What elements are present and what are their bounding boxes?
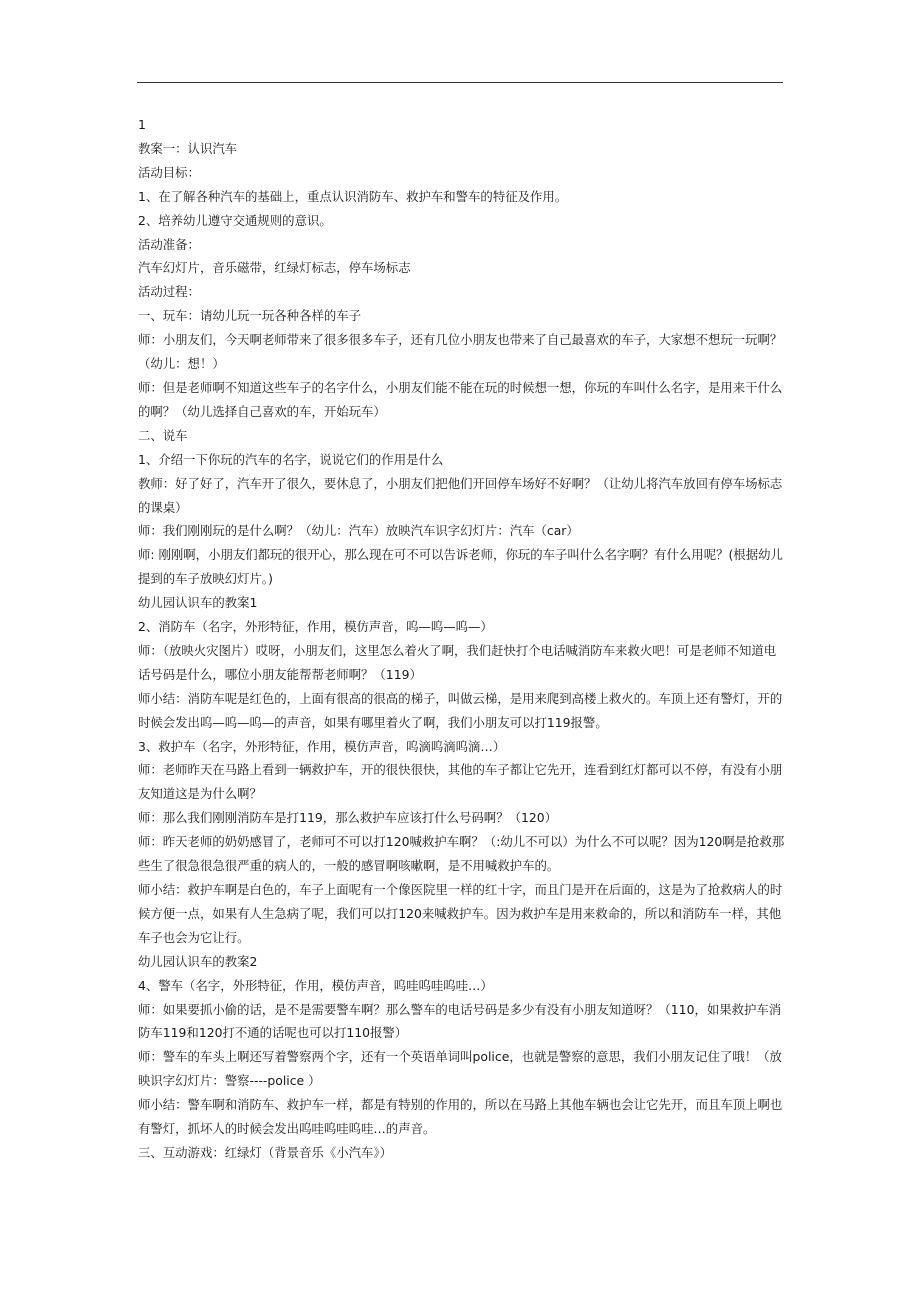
paragraph: 师小结：警车啊和消防车、救护车一样，都是有特别的作用的，所以在马路上其他车辆也会让它先开，而且车顶上啊也有警灯，抓坏人的时候会发出呜哇呜哇呜哇…的声音。 bbox=[138, 1097, 783, 1137]
paragraph: 教师：好了好了，汽车开了很久，要休息了，小朋友们把他们开回停车场好不好啊？（让幼儿将汽车放回有停车场标志的课桌） bbox=[138, 475, 783, 515]
paragraph: 3、救护车（名字，外形特征，作用，模仿声音，呜滴呜滴呜滴…） bbox=[138, 738, 506, 754]
paragraph: 师：老师昨天在马路上看到一辆救护车，开的很快很快，其他的车子都让它先开，连看到红灯都可以不停，有没有小朋友知道这是为什么啊？ bbox=[138, 762, 783, 802]
paragraph: 师小结：消防车呢是红色的，上面有很高的很高的梯子，叫做云梯，是用来爬到高楼上救火的。车顶上还有警灯，开的时候会发出呜—呜—呜—的声音，如果有哪里着火了啊，我们小朋友可以打119报警。 bbox=[138, 690, 783, 730]
paragraph: 师：昨天老师的奶奶感冒了，老师可不可以打120喊救护车啊？（:幼儿不可以）为什么不可以呢？因为120啊是抢救那些生了很急很急很严重的病人的，一般的感冒啊咳嗽啊，是不用喊救护车的。 bbox=[138, 834, 785, 874]
paragraph: 教案一：认识汽车 bbox=[138, 140, 238, 156]
paragraph: 4、警车（名字，外形特征，作用，模仿声音，呜哇呜哇呜哇…） bbox=[138, 977, 493, 993]
paragraph: 活动目标： bbox=[138, 164, 200, 180]
paragraph: 幼儿园认识车的教案1 bbox=[138, 595, 258, 611]
paragraph: 三、互动游戏：红绿灯（背景音乐《小汽车》） bbox=[138, 1144, 393, 1160]
paragraph: 2、消防车（名字，外形特征，作用，模仿声音，呜—呜—呜—） bbox=[138, 619, 493, 635]
paragraph: 师：如果要抓小偷的话，是不是需要警车啊？那么警车的电话号码是多少有没有小朋友知道呀？（110，如果救护车消防车119和120打不通的话呢也可以打110报警） bbox=[138, 1001, 782, 1041]
paragraph: 1、在了解各种汽车的基础上，重点认识消防车、救护车和警车的特征及作用。 bbox=[138, 188, 568, 204]
paragraph: 幼儿园认识车的教案2 bbox=[138, 953, 258, 969]
paragraph: 师: 刚刚啊，小朋友们都玩的很开心，那么现在可不可以告诉老师，你玩的车子叫什么名字啊？有什么用呢？(根据幼儿提到的车子放映幻灯片。) bbox=[138, 547, 783, 587]
paragraph: 师：我们刚刚玩的是什么啊？（幼儿：汽车）放映汽车识字幻灯片：汽车（car） bbox=[138, 523, 579, 539]
document-body bbox=[138, 113, 788, 1165]
paragraph: 一、玩车：请幼儿玩一玩各种各样的车子 bbox=[138, 308, 362, 324]
paragraph: 师：（放映火灾图片）哎呀，小朋友们，这里怎么着火了啊，我们赶快打个电话喊消防车来救火吧！可是老师不知道电话号码是什么，哪位小朋友能帮帮老师啊？（119） bbox=[138, 642, 777, 682]
paragraph: 师：那么我们刚刚消防车是打119，那么救护车应该打什么号码啊？（120） bbox=[138, 810, 558, 826]
paragraph: 汽车幻灯片，音乐磁带，红绿灯标志，停车场标志 bbox=[138, 260, 411, 276]
header-rule bbox=[137, 82, 783, 83]
paragraph: 1、介绍一下你玩的汽车的名字，说说它们的作用是什么 bbox=[138, 451, 444, 467]
paragraph: 2、培养幼儿遵守交通规则的意识。 bbox=[138, 212, 332, 228]
paragraph: 1 bbox=[138, 117, 146, 132]
paragraph: 二、说车 bbox=[138, 427, 188, 443]
paragraph: 活动过程： bbox=[138, 284, 200, 300]
paragraph: 师小结：救护车啊是白色的，车子上面呢有一个像医院里一样的红十字，而且门是开在后面的，这是为了抢救病人的时候方便一点，如果有人生急病了呢，我们可以打120来喊救护车。因为救护车是用来救命的，所以和消防车一样，其他车子也会为它让行。 bbox=[138, 882, 783, 945]
paragraph: 活动准备： bbox=[138, 236, 200, 252]
paragraph: 师：警车的车头上啊还写着警察两个字，还有一个英语单词叫police，也就是警察的意思，我们小朋友记住了哦！（放映识字幻灯片：警察----police ） bbox=[138, 1049, 782, 1089]
paragraph: 师：但是老师啊不知道这些车子的名字什么，小朋友们能不能在玩的时候想一想，你玩的车叫什么名字，是用来干什么的啊？（幼儿选择自己喜欢的车，开始玩车） bbox=[138, 379, 783, 419]
paragraph: 师：小朋友们，今天啊老师带来了很多很多车子，还有几位小朋友也带来了自己最喜欢的车子，大家想不想玩一玩啊？（幼儿：想！） bbox=[138, 332, 783, 372]
